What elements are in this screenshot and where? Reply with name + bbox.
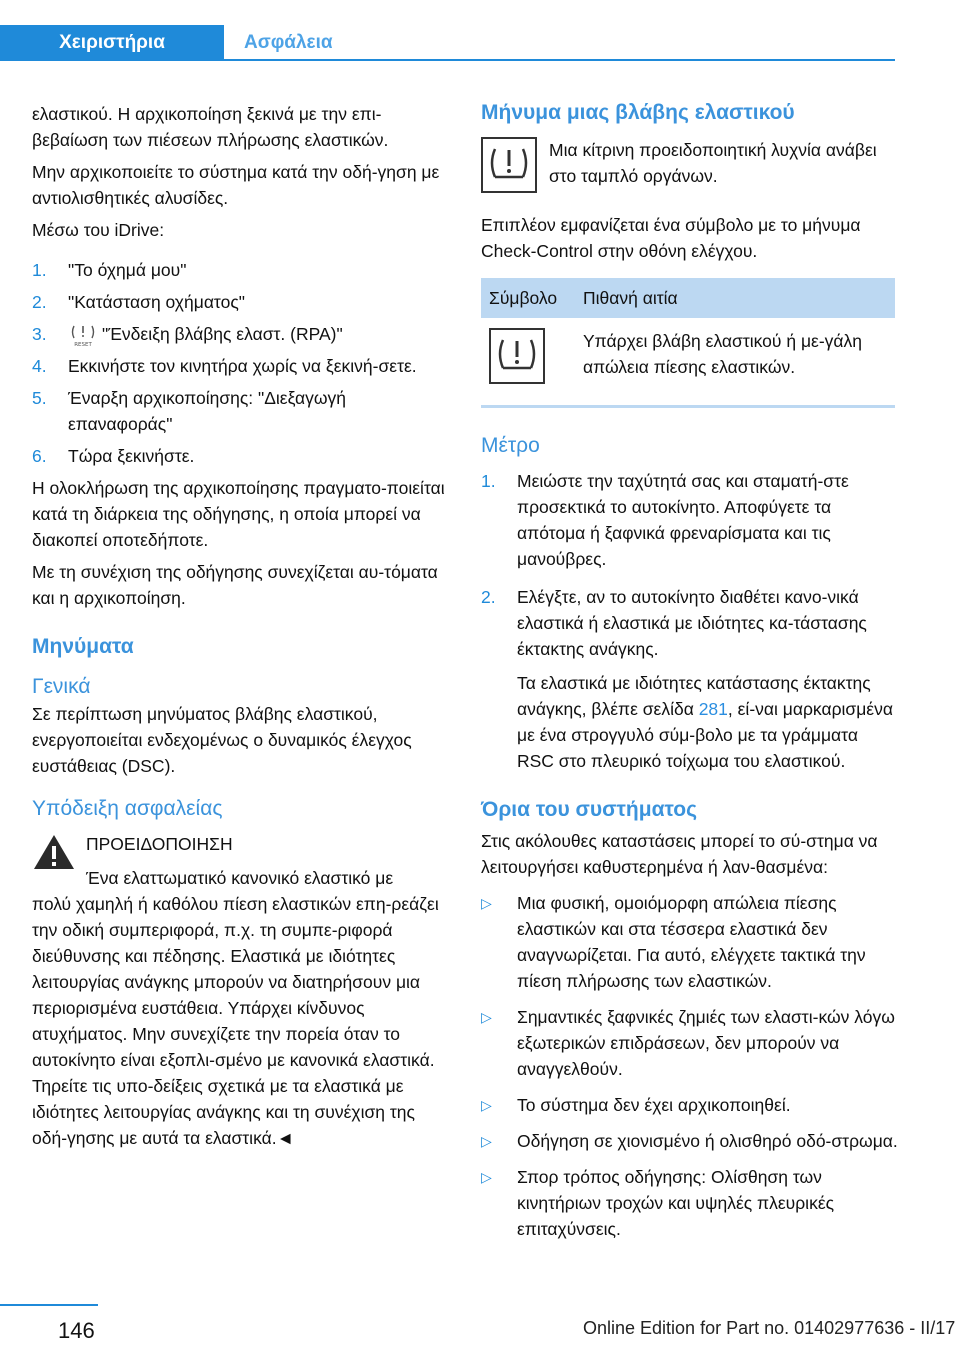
table-bottom-rule: [481, 405, 895, 408]
right-column: [481, 101, 899, 1252]
warning-head: [86, 831, 452, 891]
list-item: [32, 289, 452, 315]
list-item: [481, 890, 899, 994]
warning-icon: [32, 831, 86, 891]
tire-fault-icon: [489, 368, 545, 388]
list-item: [32, 353, 452, 379]
list-text: Το σύστημα δεν έχει αρχικοποιηθεί.: [517, 1095, 791, 1115]
list-text: Τώρα ξεκινήστε.: [68, 446, 195, 467]
heading-tire-fault-message: Μήνυμα μιας βλάβης ελαστικού: [481, 101, 795, 124]
measure-2-note-after: , εί-ναι μαρκαρισμένα με ένα στρογγυλό σύμ-βολο με τα γράμματα RSC στο πλευρικό τοίχωμα του ελαστικού.: [517, 699, 893, 771]
list-text: Μια φυσική, ομοιόμορφη απώλεια πίεσης ελαστικών και στα τέσσερα ελαστικά δεν αναγνωρίζεται. Για αυτό, ελέγχετε τακτικά την πίεση πλήρωσης των ελαστικών.: [517, 893, 866, 991]
tab-controls[interactable]: Χειριστήρια: [0, 25, 224, 61]
warning-title: ΠΡΟΕΙΔΟΠΟΙΗΣΗ: [86, 834, 233, 855]
edition-note: Online Edition for Part no. 01402977636 - II/17: [583, 1318, 956, 1338]
table-row: [481, 318, 895, 405]
list-number: 4.: [32, 356, 47, 377]
list-item: [32, 321, 452, 347]
heading-messages: Μηνύματα: [32, 635, 134, 659]
list-text: Οδήγηση σε χιονισμένο ή ολισθηρό οδό-στρωμα.: [517, 1131, 898, 1151]
tire-reset-icon: [68, 323, 98, 347]
list-text: Εκκινήστε τον κινητήρα χωρίς να ξεκινή-σετε.: [68, 356, 417, 377]
list-item: [481, 1092, 899, 1118]
header-divider: [0, 59, 895, 61]
idrive-steps-list: [32, 257, 452, 469]
left-paragraph-5: Με τη συνέχιση της οδήγησης συνεχίζεται αυ-τόματα και η αρχικοποίηση.: [32, 562, 438, 609]
bullet-triangle-icon: ▷: [481, 1169, 492, 1185]
tire-warning-lamp-icon: [481, 137, 549, 198]
left-paragraph-2: Μην αρχικοποιείτε το σύστημα κατά την οδή-γηση με αντιολισθητικές αλυσίδες.: [32, 162, 440, 208]
list-number: 2.: [32, 292, 47, 312]
list-text: Σημαντικές ξαφνικές ζημιές των ελαστι-κών λόγω εξωτερικών επιδράσεων, δεν μπορούν να αναγγελθούν.: [517, 1007, 895, 1079]
table-header-symbol: Σύμβολο: [481, 278, 575, 318]
left-paragraph-1: ελαστικού. Η αρχικοποίηση ξεκινά με την επι-βεβαίωση των πιέσεων πλήρωσης ελαστικών.: [32, 104, 389, 150]
list-number: 2.: [481, 587, 496, 607]
list-number: 6.: [32, 446, 47, 467]
symbol-table: [481, 278, 895, 405]
bullet-triangle-icon: ▷: [481, 1009, 492, 1025]
table-header-row: [481, 278, 895, 318]
list-item: [481, 1004, 899, 1082]
list-text-with-icon: [68, 321, 452, 347]
table-cell-cause: Υπάρχει βλάβη ελαστικού ή με-γάλη απώλεια πίεσης ελαστικών.: [583, 331, 863, 377]
heading-safety-note: Υπόδειξη ασφαλείας: [32, 797, 223, 821]
list-item: [32, 257, 452, 283]
list-text: "Το όχημά μου": [68, 260, 187, 280]
list-item: [32, 443, 452, 469]
list-text: Σπορ τρόπος οδήγησης: Ολίσθηση των κινητήριων τροχών και υψηλές πλευρικές επιταχύνσεις.: [517, 1167, 835, 1239]
list-text: Έναρξη αρχικοποίησης: "Διεξαγωγή επαναφοράς": [68, 388, 346, 435]
table-cell-symbol: [481, 318, 575, 405]
right-paragraph-1: Επιπλέον εμφανίζεται ένα σύμβολο με το μήνυμα Check-Control στην οθόνη ελέγχου.: [481, 215, 861, 261]
warning-first-line: Ένα ελαττωματικό κανονικό ελαστικό με: [86, 868, 394, 889]
list-number: 1.: [481, 471, 496, 491]
heading-measures: Μέτρο: [481, 434, 540, 457]
bullet-triangle-icon: ▷: [481, 1097, 492, 1113]
list-item: [32, 385, 452, 437]
footer-divider: [0, 1304, 98, 1306]
heading-system-limits: Όρια του συστήματος: [481, 798, 698, 821]
limits-list: [481, 890, 899, 1242]
header-tabs: [0, 25, 384, 61]
list-item: [481, 468, 899, 572]
heading-general: Γενικά: [32, 675, 91, 699]
bullet-triangle-icon: ▷: [481, 1133, 492, 1149]
bullet-triangle-icon: ▷: [481, 895, 492, 911]
warning-text: πολύ χαμηλή ή καθόλου πίεση ελαστικών επη-ρεάζει την οδική συμπεριφορά, π.χ. τη συμπε-ριφορά διεύθυνσης και πέδησης. Ελαστικά με ιδιότητες λειτουργίας ανάγκης μπορούν να διατηρήσουν μια περιορισμένα ευστάθεια. Υπάρχει κίνδυνος ατυχήματος. Μην συνεχίζετε την πορεία όταν το αυτοκίνητο είναι εξοπλι-σμένο με κανονικά ελαστικά. Τηρείτε τις υπο-δείξεις σχετικά με τα ελαστικά με ιδιότητες λειτουργίας ανάγκης και τη συνέχιση της οδή-γησης με αυτά τα ελαστικά.◄: [32, 894, 439, 1149]
list-number: 1.: [32, 260, 47, 280]
left-paragraph-3: Μέσω του iDrive:: [32, 220, 165, 240]
list-item: [481, 1164, 899, 1242]
measure-2-note-before: Τα ελαστικά με ιδιότητες κατάστασης έκτακτης ανάγκης, βλέπε σελίδα: [517, 673, 871, 719]
measure-2-note: [481, 670, 899, 774]
page-link[interactable]: 281: [698, 699, 728, 719]
tab-safety[interactable]: Ασφάλεια: [244, 32, 333, 53]
list-number: 5.: [32, 388, 47, 409]
limits-paragraph: Στις ακόλουθες καταστάσεις μπορεί το σύ-στημα να λειτουργήσει καθυστερημένα ή λαν-θασμένα:: [481, 831, 878, 877]
step-3-text: "Ένδειξη βλάβης ελαστ. (RPA)": [102, 324, 343, 344]
left-paragraph-6: Σε περίπτωση μηνύματος βλάβης ελαστικού, ενεργοποιείται ενδεχομένως ο δυναμικός έλεγχος ευστάθειας (DSC).: [32, 704, 412, 777]
list-text: Ελέγξτε, αν το αυτοκίνητο διαθέτει κανο-νικά ελαστικά ή ελαστικά με ιδιότητες κα-τάστασης έκτακτης ανάγκης.: [517, 587, 867, 659]
list-text: "Κατάσταση οχήματος": [68, 292, 245, 312]
list-item: [481, 584, 899, 662]
list-item: [481, 1128, 899, 1154]
left-column: [32, 101, 452, 1151]
reset-label: RESET: [74, 342, 92, 348]
warning-block: [32, 831, 452, 891]
lamp-text: Μια κίτρινη προειδοποιητική λυχνία ανάβει στο ταμπλό οργάνων.: [549, 140, 877, 186]
list-number: 3.: [32, 324, 47, 344]
measures-list: [481, 468, 899, 662]
list-text: Μειώστε την ταχύτητά σας και σταματή-στε προσεκτικά το αυτοκίνητο. Αποφύγετε τα απότομα ή ξαφνικά φρεναρίσματα και τις μανούβρες.: [517, 471, 849, 569]
left-paragraph-4: Η ολοκλήρωση της αρχικοποίησης πραγματο-ποιείται κατά τη διάρκεια της οδήγησης, η οποία μπορεί να διακοπεί οποτεδήποτε.: [32, 478, 445, 551]
lamp-block: [481, 137, 899, 198]
table-header-cause: Πιθανή αιτία: [575, 278, 895, 318]
page-number: 146: [58, 1318, 95, 1343]
